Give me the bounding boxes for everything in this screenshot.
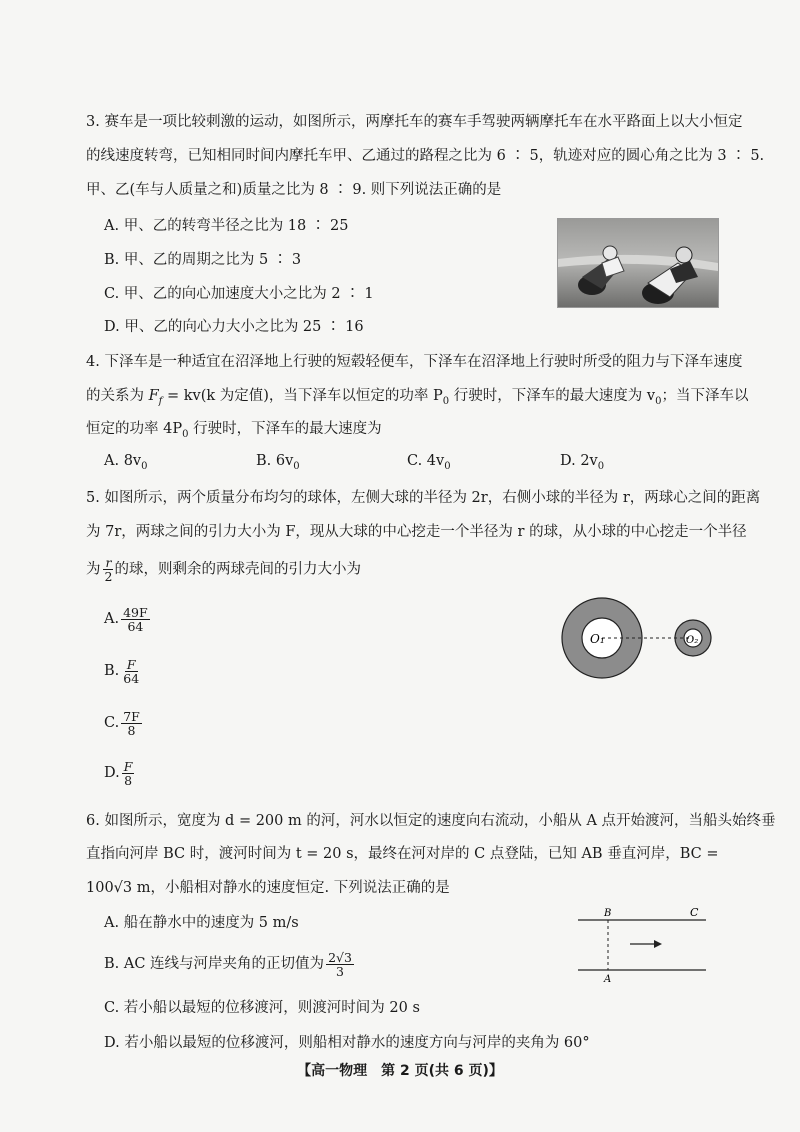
option-fraction bbox=[121, 606, 150, 633]
q4-sub-0: 0 bbox=[655, 395, 662, 407]
option-fraction bbox=[121, 658, 141, 685]
q6-stem-line3: 100√3 m，小船相对静水的速度恒定. 下列说法正确的是 bbox=[86, 880, 450, 896]
q6-stem-line2: 直指向河岸 BC 时，渡河时间为 t = 20 s，最终在河对岸的 C 点登陆，已知 AB 垂直河岸，BC = bbox=[86, 846, 719, 862]
q4-var-F: F bbox=[148, 388, 159, 404]
fraction-numerator: F bbox=[123, 758, 133, 774]
fraction-denominator: 8 bbox=[124, 772, 133, 788]
q4-option-sub: 0 bbox=[444, 460, 451, 472]
o1-label: O₁ bbox=[590, 632, 605, 646]
q4-option-b bbox=[256, 453, 300, 472]
q6-option-c: C. 若小船以最短的位移渡河，则渡河时间为 20 s bbox=[104, 1000, 420, 1016]
q4-text: = kv(k 为定值)，当下泽车以恒定的功率 P bbox=[162, 388, 443, 404]
page-footer: 【高一物理 第 2 页(共 6 页)】 bbox=[297, 1063, 503, 1079]
q4-option-a bbox=[104, 453, 147, 472]
q4-option-sub: 0 bbox=[141, 460, 148, 472]
q4-text: 恒定的功率 4P bbox=[86, 421, 183, 437]
fraction-denominator: 8 bbox=[127, 722, 136, 738]
q4-option-c-label: C. 4v bbox=[407, 453, 445, 469]
option-label: B. bbox=[104, 663, 120, 679]
option-fraction bbox=[121, 710, 142, 737]
arrow-head-icon bbox=[654, 940, 662, 948]
fraction-numerator: r bbox=[105, 555, 112, 570]
q6-stem-line1: 6. 如图所示，宽度为 d = 200 m 的河，河水以恒定的速度向右流动，小船从 A 点开始渡河，当船头始终垂 bbox=[86, 813, 776, 829]
q5-stem-line1: 5. 如图所示，两个质量分布均匀的球体，左侧大球的半径为 2r，右侧小球的半径为 r，两球心之间的距离 bbox=[86, 490, 761, 506]
q3-option-c: C. 甲、乙的向心加速度大小之比为 2 ∶ 1 bbox=[104, 286, 374, 302]
option-fraction bbox=[122, 760, 135, 787]
q6-option-a: A. 船在静水中的速度为 5 m/s bbox=[104, 915, 299, 931]
q4-text: 行驶时，下泽车的最大速度为 bbox=[188, 421, 382, 437]
q4-option-sub: 0 bbox=[293, 460, 300, 472]
label-a: A bbox=[604, 974, 612, 985]
fraction-numerator: 49F bbox=[123, 604, 148, 620]
q4-option-d bbox=[560, 453, 604, 472]
river-crossing-diagram bbox=[572, 906, 712, 986]
q4-option-d-label: D. 2v bbox=[560, 453, 598, 469]
q5-option-b bbox=[104, 657, 141, 685]
q6-option-b-text: B. AC 连线与河岸夹角的正切值为 bbox=[104, 956, 325, 972]
fraction-denominator: 64 bbox=[127, 618, 144, 634]
q4-option-b-label: B. 6v bbox=[256, 453, 294, 469]
q5-option-c bbox=[104, 709, 142, 737]
q3-option-d: D. 甲、乙的向心力大小之比为 25 ∶ 16 bbox=[104, 319, 364, 335]
q5-text: 为 bbox=[86, 561, 101, 578]
option-label: C. bbox=[104, 715, 120, 731]
fraction-numerator: 2√3 bbox=[328, 949, 352, 965]
fraction-denominator: 3 bbox=[336, 963, 344, 979]
q3-stem-line1: 3. 赛车是一项比较刺激的运动，如图所示，两摩托车的赛车手驾驶两辆摩托车在水平路面上以大小恒定 bbox=[86, 114, 743, 130]
option-label: D. bbox=[104, 765, 120, 781]
q5-text: 的球，则剩余的两球壳间的引力大小为 bbox=[114, 561, 361, 578]
option-fraction bbox=[326, 951, 354, 978]
q5-fraction-r-over-2 bbox=[103, 556, 115, 583]
fraction-numerator: F bbox=[126, 656, 136, 672]
q5-option-d bbox=[104, 759, 134, 787]
q4-stem-line3 bbox=[86, 419, 382, 445]
q4-sub-f: f bbox=[158, 395, 163, 407]
q4-stem-line1: 4. 下泽车是一种适宜在沼泽地上行驶的短毂轻便车，下泽车在沼泽地上行驶时所受的阻力与下泽车速度 bbox=[86, 354, 743, 370]
q6-option-b bbox=[104, 950, 354, 978]
q5-stem-line3 bbox=[86, 556, 361, 583]
q6-option-d: D. 若小船以最短的位移渡河，则船相对静水的速度方向与河岸的夹角为 60° bbox=[104, 1035, 590, 1051]
fraction-denominator: 2 bbox=[104, 569, 113, 584]
q4-option-a-label: A. 8v bbox=[104, 453, 142, 469]
option-label: A. bbox=[104, 611, 120, 627]
o2-label: O₂ bbox=[686, 635, 699, 646]
q3-stem-line3: 甲、乙(车与人质量之和)质量之比为 8 ∶ 9. 则下列说法正确的是 bbox=[86, 182, 502, 198]
q4-sub-0: 0 bbox=[442, 395, 450, 407]
fraction-denominator: 64 bbox=[123, 670, 140, 686]
q3-stem-line2: 的线速度转弯，已知相同时间内摩托车甲、乙通过的路程之比为 6 ∶ 5，轨迹对应的圆心角之比为 3 ∶ 5. bbox=[86, 148, 765, 164]
q5-option-a bbox=[104, 605, 150, 633]
q4-stem-line2 bbox=[86, 386, 748, 412]
two-spheres-diagram bbox=[550, 596, 720, 680]
q4-text: 行驶时，下泽车的最大速度为 v bbox=[449, 388, 656, 404]
motorcycle-racing-photo bbox=[557, 218, 719, 308]
q4-text: ；当下泽车以 bbox=[661, 388, 749, 404]
fraction-numerator: 7F bbox=[123, 708, 140, 724]
q4-option-sub: 0 bbox=[597, 460, 605, 472]
label-c: C bbox=[690, 906, 699, 919]
q3-option-a: A. 甲、乙的转弯半径之比为 18 ∶ 25 bbox=[104, 218, 349, 234]
label-b: B bbox=[604, 908, 612, 919]
q4-option-c bbox=[407, 453, 451, 472]
q3-option-b: B. 甲、乙的周期之比为 5 ∶ 3 bbox=[104, 252, 302, 268]
q5-stem-line2: 为 7r，两球之间的引力大小为 F，现从大球的中心挖走一个半径为 r 的球，从小球的中心挖走一个半径 bbox=[86, 524, 747, 540]
q4-sub-0: 0 bbox=[182, 428, 189, 440]
q4-text: 的关系为 bbox=[86, 388, 149, 404]
